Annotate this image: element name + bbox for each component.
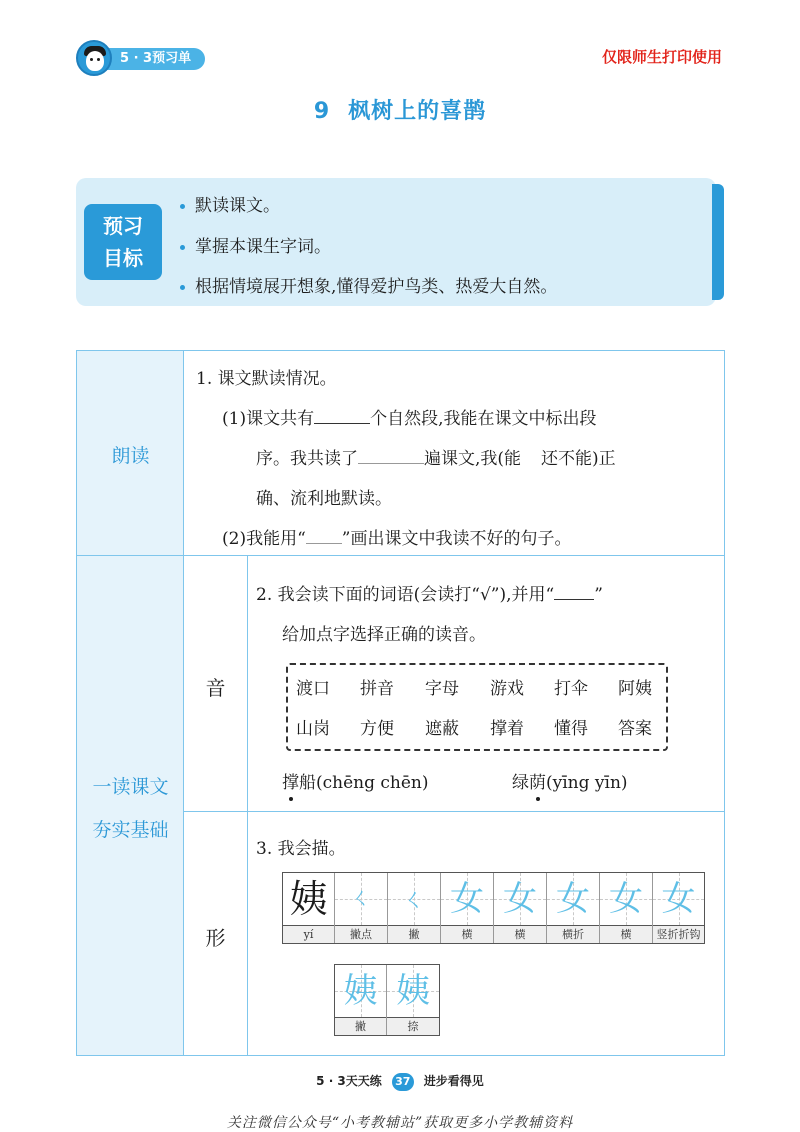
page-footer xyxy=(0,1072,800,1091)
grid-cell-trace[interactable] xyxy=(441,873,494,943)
stroke-name: 撇点 xyxy=(335,925,387,943)
pinyin-choice-2[interactable]: 绿荫(yīng yīn) xyxy=(512,773,628,793)
grid-cell-trace[interactable] xyxy=(388,873,441,943)
stroke-name: 竖折折钩 xyxy=(653,925,704,943)
answer-blank[interactable] xyxy=(314,423,370,424)
bullet-icon xyxy=(180,204,185,209)
character-pinyin: yí xyxy=(283,925,334,943)
stroke-name: 撇 xyxy=(335,1017,386,1035)
stroke-name: 横 xyxy=(441,925,493,943)
word-item[interactable]: 懂得 xyxy=(554,719,588,739)
brand-label: 5 · 3预习单 xyxy=(102,48,205,70)
word-item[interactable]: 打伞 xyxy=(554,679,588,699)
stroke-name: 横折 xyxy=(547,925,599,943)
trace-stroke-2: ㄑ xyxy=(402,885,426,913)
word-item[interactable]: 渡口 xyxy=(296,679,330,699)
grid-cell-main xyxy=(283,873,335,943)
lesson-title xyxy=(0,94,800,125)
shape-label: 形 xyxy=(205,926,226,950)
goal-item: 默读课文。 xyxy=(180,191,280,216)
word-box xyxy=(286,663,668,751)
word-item[interactable]: 游戏 xyxy=(490,679,524,699)
trace-stroke-1: ㄑ xyxy=(349,886,372,911)
section-label-basics-line1: 一读课文 xyxy=(92,776,169,798)
word-item[interactable]: 答案 xyxy=(618,719,652,739)
word-item[interactable]: 撑着 xyxy=(490,719,524,739)
grid-cell-trace[interactable] xyxy=(335,873,388,943)
bullet-icon xyxy=(180,245,185,250)
target-character: 姨 xyxy=(289,877,328,921)
word-item[interactable]: 山岗 xyxy=(296,719,330,739)
question-1-line2: 序。我共读了 遍课文,我(能 还不能)正 xyxy=(256,449,616,469)
stroke-name: 捺 xyxy=(387,1017,439,1035)
stroke-name: 撇 xyxy=(388,925,440,943)
emphasized-char: 荫 xyxy=(529,773,546,793)
word-item[interactable]: 字母 xyxy=(425,679,459,699)
watermark: 关注微信公众号“小考教辅站”获取更多小学教辅资料 xyxy=(226,1115,574,1131)
word-item[interactable]: 方便 xyxy=(360,719,394,739)
table-border-top xyxy=(76,350,725,351)
footer-right: 进步看得见 xyxy=(423,1074,484,1088)
question-1-line3: 确、流利地默读。 xyxy=(256,489,392,509)
pinyin-choice-1[interactable]: 撑船(chēng chēn) xyxy=(282,773,429,793)
trace-stroke-4: 女 xyxy=(503,879,537,919)
goals-badge-line2: 目标 xyxy=(103,246,143,270)
writing-grid-row2 xyxy=(334,964,440,1036)
emphasized-char: 撑 xyxy=(282,773,299,793)
word-item[interactable]: 拼音 xyxy=(360,679,394,699)
trace-stroke-3: 女 xyxy=(450,879,484,919)
stroke-name: 横 xyxy=(494,925,546,943)
footer-left: 5 · 3天天练 xyxy=(316,1074,382,1088)
underline-sample xyxy=(306,543,342,544)
table-divider-row2 xyxy=(184,811,725,812)
grid-cell-trace[interactable] xyxy=(600,873,653,943)
question-3-title: 3. 我会描。 xyxy=(256,839,346,859)
goals-accent-bar xyxy=(712,184,724,300)
question-1-line4: (2)我能用“ ”画出课文中我读不好的句子。 xyxy=(222,529,572,549)
sound-label: 音 xyxy=(205,676,226,700)
table-divider-col2 xyxy=(247,555,248,1056)
writing-grid-row1 xyxy=(282,872,705,944)
goal-item: 根据情境展开想象,懂得爱护鸟类、热爱大自然。 xyxy=(180,272,557,297)
goals-badge-line1: 预习 xyxy=(103,214,143,238)
section-label-basics-line2: 夯实基础 xyxy=(92,819,169,841)
trace-stroke-7: 女 xyxy=(661,879,696,919)
question-2-line1: 2. 我会读下面的词语(会读打“√”),并用“ ” xyxy=(256,585,603,605)
table-border-bottom xyxy=(76,1055,725,1056)
table-border-right xyxy=(724,350,725,1056)
question-2-line2: 给加点字选择正确的读音。 xyxy=(282,625,486,645)
lesson-number: 9 xyxy=(313,99,331,124)
usage-restriction: 仅限师生打印使用 xyxy=(601,48,722,66)
word-item[interactable]: 阿姨 xyxy=(618,679,652,699)
goal-item: 掌握本课生字词。 xyxy=(180,232,331,257)
grid-cell-trace[interactable] xyxy=(653,873,704,943)
section-label-reading: 朗读 xyxy=(111,445,150,467)
word-item[interactable]: 遮蔽 xyxy=(425,719,459,739)
question-1-title: 1. 课文默读情况。 xyxy=(196,369,337,389)
question-1-line1: (1)课文共有 个自然段,我能在课文中标出段 xyxy=(222,409,597,429)
goals-badge xyxy=(84,204,162,280)
stroke-name: 横 xyxy=(600,925,652,943)
trace-stroke-6: 女 xyxy=(609,879,643,919)
grid-cell-trace[interactable] xyxy=(547,873,600,943)
grid-cell-trace[interactable] xyxy=(335,965,387,1035)
grid-cell-trace[interactable] xyxy=(494,873,547,943)
lesson-name: 枫树上的喜鹊 xyxy=(348,99,487,124)
answer-blank[interactable] xyxy=(358,463,424,464)
grid-cell-trace[interactable] xyxy=(387,965,439,1035)
trace-stroke-8: 姨 xyxy=(343,971,378,1011)
mascot-icon xyxy=(76,40,112,76)
bullet-icon xyxy=(180,285,185,290)
trace-stroke-9: 姨 xyxy=(396,971,430,1011)
trace-stroke-5: 女 xyxy=(556,879,590,919)
page-number: 37 xyxy=(392,1073,414,1091)
underline-sample xyxy=(554,599,594,600)
table-divider-row1 xyxy=(76,555,725,556)
